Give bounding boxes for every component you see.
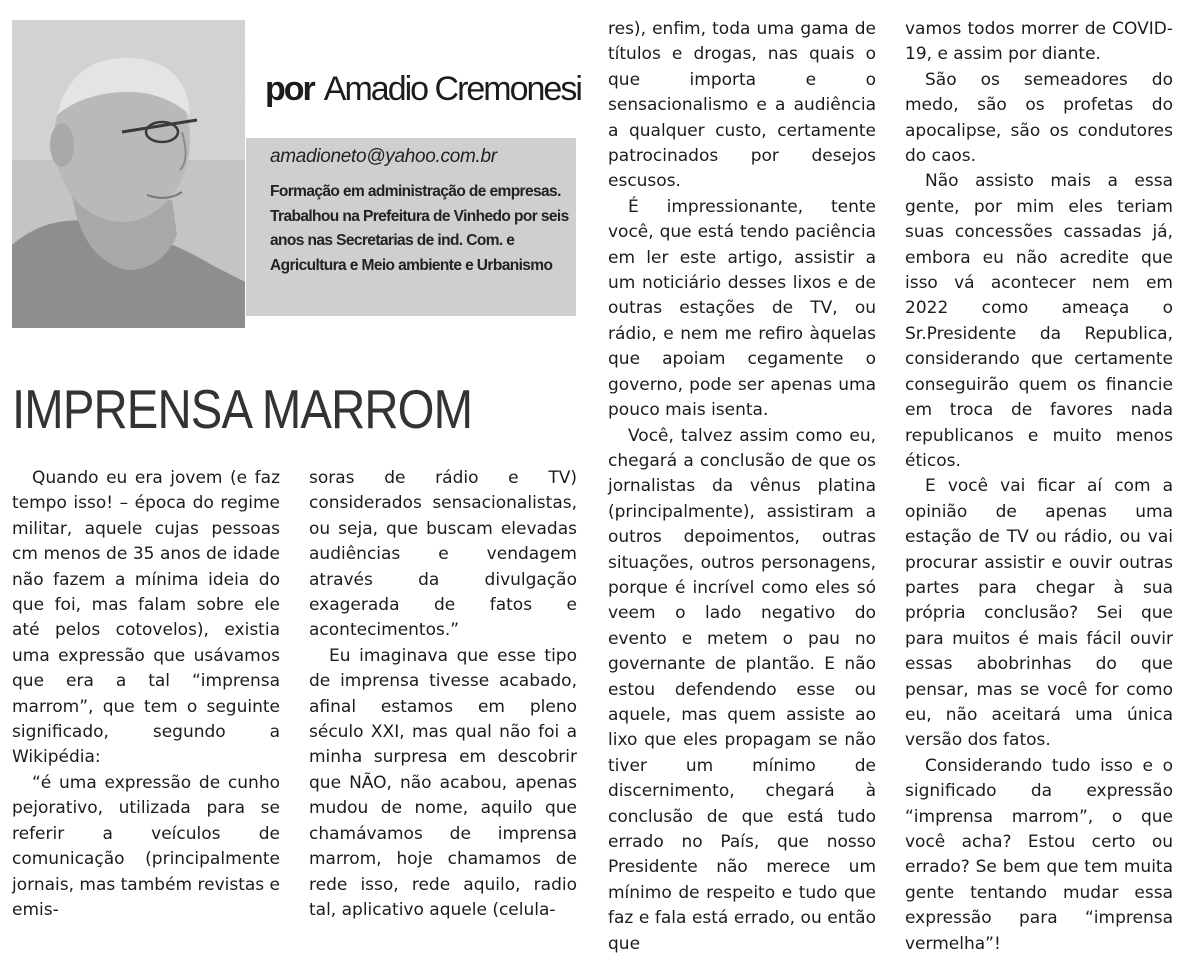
paragraph: Você, talvez assim como eu, chegará a conclusão de que os jornalistas da vênus platina (principalmente), assistiram a outros depoimentos, outras situações, outros personagens, porque é incrível como eles só veem o lado negativo do evento e metem o pau no governante de plantão. E não estou defendendo esse ou aquele, mas quem assiste ao lixo que eles propagam se não tiver um mínimo de discernimento, chegará à conclusão de que está tudo errado no País, que nosso Presidente não merece um mínimo de respeito e tudo que faz e fala está errado, ou então que bbox=[608, 424, 876, 957]
article-headline: IMPRENSA MARROM bbox=[12, 374, 472, 444]
paragraph: Quando eu era jovem (e faz tempo isso! – época do regime militar, aquele cujas pessoas cm menos de 35 anos de idade não fazem a mínima ideia do que foi, mas falam sobre ele até pelos cotovelos), existia uma expressão que usávamos que era a tal “imprensa marrom”, que tem o seguinte significado, segundo a Wikipédia: bbox=[12, 466, 280, 771]
author-portrait bbox=[12, 20, 245, 328]
byline-prefix: por bbox=[265, 70, 314, 108]
article-column-1 bbox=[12, 466, 280, 923]
author-bio: Formação em administração de empresas. Trabalhou na Prefeitura de Vinhedo por seis anos nas Secretarias de ind. Com. e Agricultura e Meio ambiente e Urbanismo bbox=[270, 180, 570, 278]
paragraph: soras de rádio e TV) considerados sensacionalistas, ou seja, que buscam elevadas audiências e vendagem através da divulgação exagerada de fatos e acontecimentos.” bbox=[309, 466, 577, 644]
article-column-2 bbox=[309, 466, 577, 923]
author-name: Amadio Cremonesi bbox=[324, 70, 581, 108]
paragraph: É impressionante, tente você, que está tendo paciência em ler este artigo, assistir a um noticiário desses lixos e de outras estações de TV, ou rádio, e nem me refiro àquelas que apoiam cegamente o governo, pode ser apenas uma pouco mais isenta. bbox=[608, 195, 876, 424]
paragraph: E você vai ficar aí com a opinião de apenas uma estação de TV ou rádio, ou vai procurar assistir e ouvir outras partes para chegar à sua própria conclusão? Sei que para muitos é mais fácil ouvir essas abobrinhas do que pensar, mas se você for como eu, não aceitará uma única versão dos fatos. bbox=[905, 474, 1173, 753]
paragraph: Não assisto mais a essa gente, por mim eles teriam suas concessões cassadas já, embora eu não acredite que isso vá acontecer nem em 2022 como ameaça o Sr.Presidente da Republica, considerando que certamente conseguirão quem os financie em troca de favores nada republicanos e muito menos éticos. bbox=[905, 169, 1173, 474]
author-byline bbox=[265, 70, 581, 109]
paragraph: “é uma expressão de cunho pejorativo, utilizada para se referir a veículos de comunicação (principalmente jornais, mas também revistas e emis- bbox=[12, 771, 280, 923]
photo-pointer bbox=[222, 76, 246, 122]
paragraph: Considerando tudo isso e o significado da expressão “imprensa marrom”, o que você acha? Estou certo ou errado? Se bem que tem muita gente tentando mudar essa expressão para “imprensa vermelha”! bbox=[905, 754, 1173, 957]
author-photo bbox=[12, 20, 245, 328]
paragraph: Eu imaginava que esse tipo de imprensa tivesse acabado, afinal estamos em pleno século XXI, mas qual não foi a minha surpresa em descobrir que NÃO, não acabou, apenas mudou de nome, aquilo que chamávamos de imprensa marrom, hoje chamamos de rede isso, rede aquilo, radio tal, aplicativo aquele (celula- bbox=[309, 644, 577, 923]
paragraph: vamos todos morrer de COVID-19, e assim por diante. bbox=[905, 17, 1173, 68]
author-email: amadioneto@yahoo.com.br bbox=[270, 146, 497, 168]
article-column-3 bbox=[608, 17, 876, 957]
paragraph: res), enfim, toda uma gama de títulos e drogas, nas quais o que importa e o sensacionalismo e a audiência a qualquer custo, certamente patrocinados por desejos escusos. bbox=[608, 17, 876, 195]
paragraph: São os semeadores do medo, são os profetas do apocalipse, são os condutores do caos. bbox=[905, 68, 1173, 170]
article-column-4 bbox=[905, 17, 1173, 957]
